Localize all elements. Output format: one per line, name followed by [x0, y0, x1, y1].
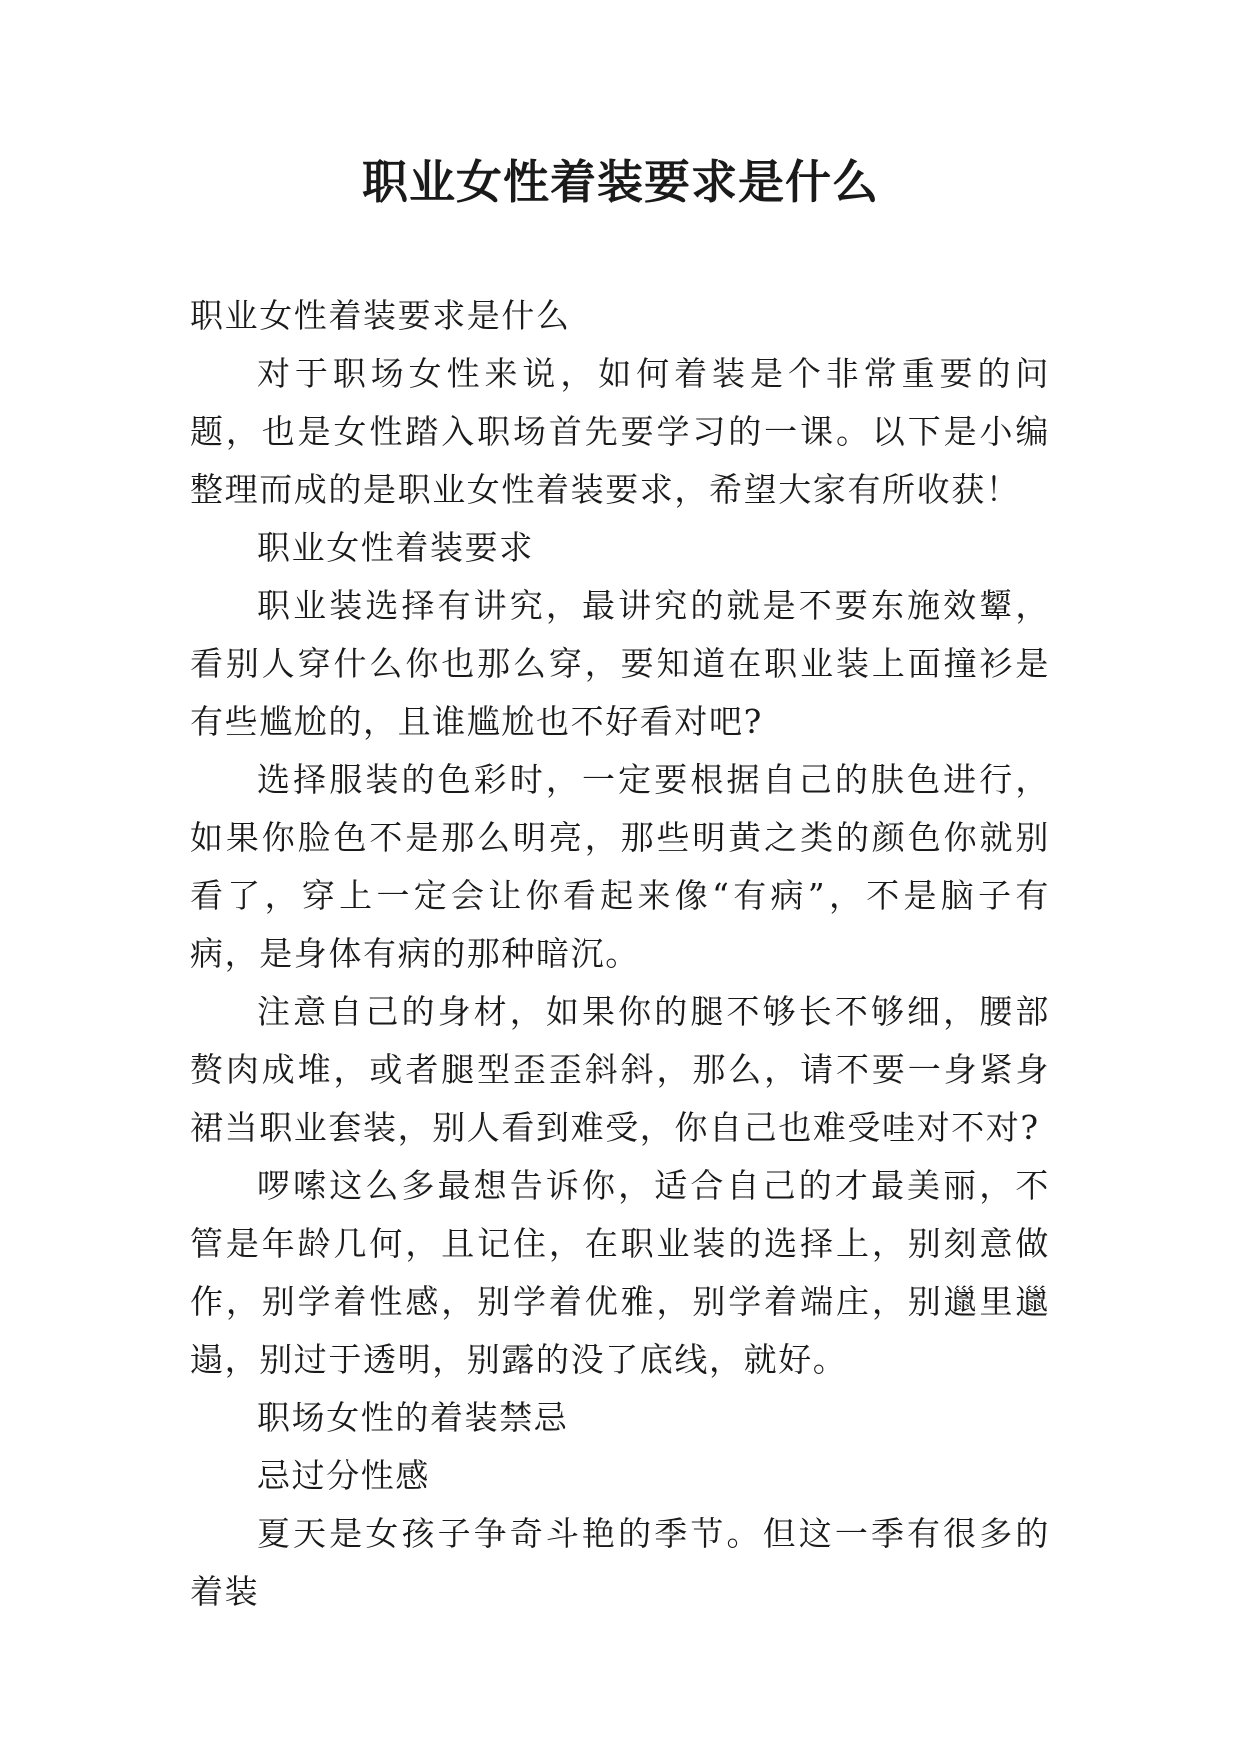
- paragraph: 啰嗦这么多最想告诉你，适合自己的才最美丽，不管是年龄几何，且记住，在职业装的选择上，别刻意做作，别学着性感，别学着优雅，别学着端庄，别邋里邋遢，别过于透明，别露的没了底线，就好。: [190, 1166, 1050, 1379]
- document-body: [190, 287, 1050, 1621]
- paragraph: 夏天是女孩子争奇斗艳的季节。但这一季有很多的着装: [190, 1514, 1050, 1611]
- section-heading: 职场女性的着装禁忌: [257, 1398, 569, 1437]
- paragraph: 职业装选择有讲究，最讲究的就是不要东施效颦，看别人穿什么你也那么穿，要知道在职业装上面撞衫是有些尴尬的，且谁尴尬也不好看对吧?: [190, 586, 1050, 741]
- document-title: 职业女性着装要求是什么: [362, 155, 879, 209]
- paragraph: 注意自己的身材，如果你的腿不够长不够细，腰部赘肉成堆，或者腿型歪歪斜斜，那么，请不要一身紧身裙当职业套装，别人看到难受，你自己也难受哇对不对?: [190, 992, 1050, 1147]
- section-heading: 职业女性着装要求: [257, 528, 534, 567]
- subsection-heading: 忌过分性感: [257, 1456, 430, 1495]
- paragraph: 选择服装的色彩时，一定要根据自己的肤色进行，如果你脸色不是那么明亮，那些明黄之类的颜色你就别看了，穿上一定会让你看起来像“有病”，不是脑子有病，是身体有病的那种暗沉。: [190, 760, 1050, 973]
- paragraph: 对于职场女性来说，如何着装是个非常重要的问题，也是女性踏入职场首先要学习的一课。以下是小编整理而成的是职业女性着装要求，希望大家有所收获！: [190, 354, 1050, 509]
- paragraph: 职业女性着装要求是什么: [190, 296, 571, 335]
